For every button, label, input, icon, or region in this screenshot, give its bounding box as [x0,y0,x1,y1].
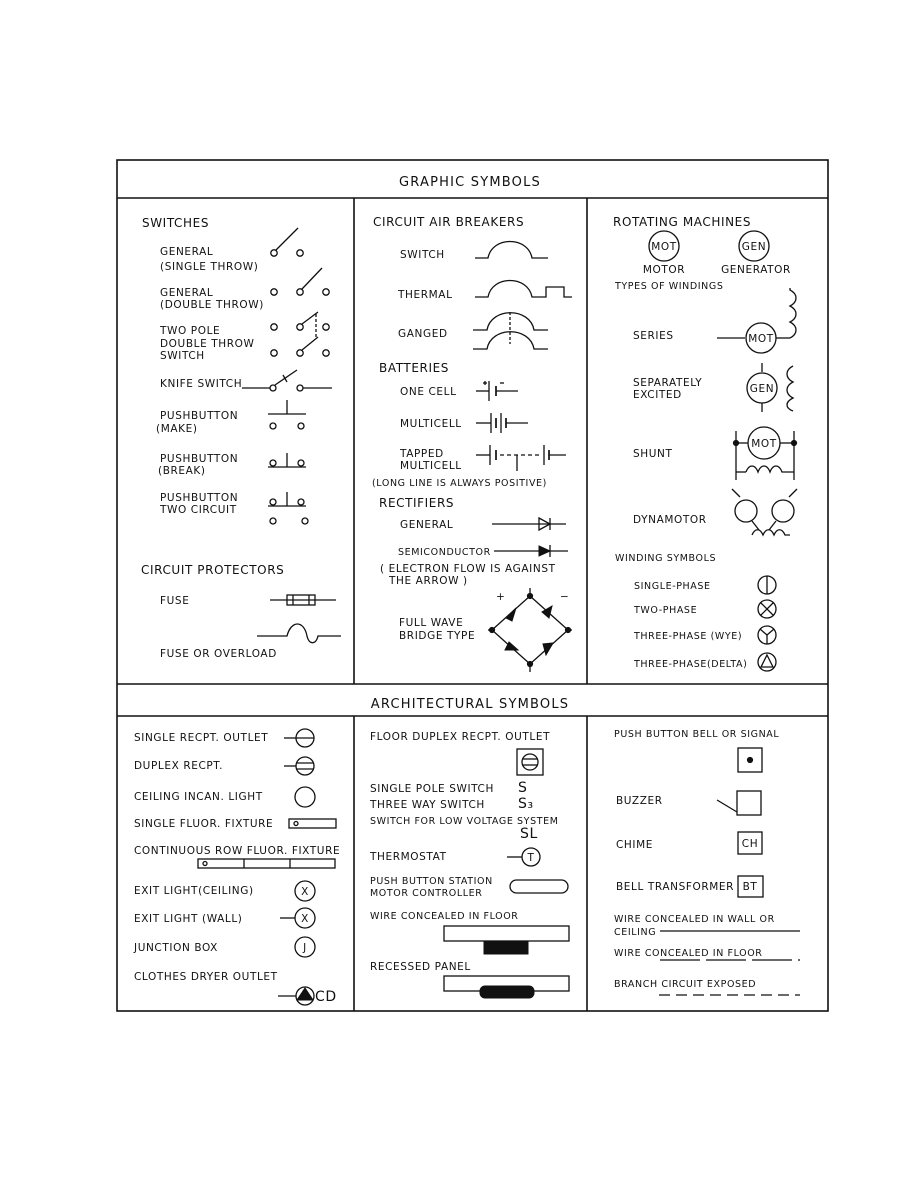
two-pole-label-3: SWITCH [160,350,205,362]
general-single-throw-label-1: GENERAL [160,246,214,258]
low-voltage-switch-label: SWITCH FOR LOW VOLTAGE SYSTEM [370,816,559,827]
ganged-breaker-symbol [473,312,548,349]
architectural-column-3 [614,729,800,995]
circuit-air-breakers-heading: CIRCUIT AIR BREAKERS [373,215,525,229]
wire-concealed-wall-label-1: WIRE CONCEALED IN WALL OR [614,914,775,925]
clothes-dryer-label: CLOTHES DRYER OUTLET [134,971,278,983]
pushbutton-break-label-2: (BREAK) [158,465,206,477]
fuse-symbol [270,595,336,605]
tapped-multicell-label-2: MULTICELL [400,460,462,472]
thermostat-symbol [507,848,540,866]
rectifiers-section [379,496,572,672]
single-recpt-outlet-label: SINGLE RECPT. OUTLET [134,732,269,744]
breaker-switch-label: SWITCH [400,249,445,261]
single-throw-switch-symbol [271,228,303,256]
one-cell-battery-symbol [476,381,518,401]
thermal-label: THERMAL [398,289,453,301]
exit-light-wall-symbol [280,908,315,928]
exit-wall-x-text: X [301,913,309,925]
wire-concealed-floor2-label: WIRE CONCEALED IN FLOOR [614,948,763,959]
multicell-label: MULTICELL [400,418,462,430]
floor-duplex-label: FLOOR DUPLEX RECPT. OUTLET [370,731,551,743]
ganged-label: GANGED [398,328,448,340]
two-pole-label-2: DOUBLE THROW [160,338,255,350]
two-phase-symbol [758,600,776,618]
switches-heading: SWITCHES [142,216,210,230]
three-way-switch-label: THREE WAY SWITCH [370,799,485,811]
single-recpt-outlet-symbol [284,729,314,747]
pushbutton-make-label-1: PUSHBUTTON [160,410,239,422]
tapped-multicell-label-1: TAPPED [400,448,444,460]
types-of-windings-label: TYPES OF WINDINGS [615,281,724,292]
three-phase-delta-label: THREE-PHASE(DELTA) [634,659,748,670]
rotating-machines-section [613,215,797,671]
architectural-symbols-title: ARCHITECTURAL SYMBOLS [370,697,570,712]
buzzer-label: BUZZER [616,795,663,807]
floor-duplex-outlet-symbol [517,749,543,775]
push-button-bell-symbol [738,748,762,772]
bridge-label-1: FULL WAVE [399,617,464,629]
architectural-column-1 [133,729,340,1005]
one-cell-label: ONE CELL [400,386,457,398]
switches-section [142,216,332,524]
three-phase-wye-symbol [758,626,776,644]
dynamotor-symbol [732,489,797,535]
pushbutton-make-symbol [268,400,306,429]
single-phase-symbol [758,576,776,594]
electron-flow-note-1: ( ELECTRON FLOW IS AGAINST [380,563,556,575]
dynamotor-label: DYNAMOTOR [633,514,707,526]
push-button-bell-label: PUSH BUTTON BELL OR SIGNAL [614,729,780,740]
rectifier-general-symbol [492,518,566,530]
wire-concealed-wall-label-2: CEILING [614,927,657,938]
single-phase-label: SINGLE-PHASE [634,581,711,592]
fuse-overload-symbol [257,624,341,643]
dryer-cd-text: CD [315,989,337,1005]
thermostat-label: THERMOSTAT [370,851,447,863]
push-station-label-2: MOTOR CONTROLLER [370,888,483,899]
rectifier-general-label: GENERAL [400,519,454,531]
ceiling-light-label: CEILING INCAN. LIGHT [134,791,263,803]
general-single-throw-label-2: (SINGLE THROW) [160,261,259,273]
pushbutton-two-circuit-label-1: PUSHBUTTON [160,492,239,504]
pushbutton-break-symbol [268,453,306,467]
generator-label: GENERATOR [721,264,791,276]
separately-excited-label-1: SEPARATELY [633,377,703,389]
architectural-column-2 [369,731,569,998]
single-fluor-label: SINGLE FLUOR. FIXTURE [134,818,274,830]
shunt-winding-symbol [733,427,796,480]
winding-symbols-heading: WINDING SYMBOLS [615,553,717,564]
bridge-plus-label: + [496,591,506,603]
bridge-minus-label: − [560,591,570,603]
motor-symbol-text: MOT [651,241,677,253]
motor-label: MOTOR [642,264,686,276]
generator-symbol-text: GEN [741,241,767,253]
fuse-overload-label: FUSE OR OVERLOAD [160,648,277,660]
general-double-throw-label-2: (DOUBLE THROW) [160,299,264,311]
series-label: SERIES [633,330,674,342]
batteries-section [372,361,566,489]
row-fluor-fixture-symbol [198,859,335,868]
shunt-mot-text: MOT [751,438,777,450]
three-phase-delta-symbol [758,653,776,671]
series-mot-text: MOT [748,333,774,345]
buzzer-symbol [717,791,761,815]
junction-j-text: J [303,942,307,954]
pushbutton-two-circuit-symbol [268,492,308,524]
row-fluor-label: CONTINUOUS ROW FLUOR. FIXTURE [134,845,341,857]
battery-polarity-note: (LONG LINE IS ALWAYS POSITIVE) [372,478,547,489]
separately-excited-label-2: EXCITED [633,389,682,401]
chime-label: CHIME [616,839,654,851]
low-voltage-sl-text: SL [520,826,538,842]
electron-flow-note-2: THE ARROW ) [389,575,468,587]
graphic-symbols-title: GRAPHIC SYMBOLS [399,175,541,190]
thermal-breaker-symbol [475,281,572,298]
pushbutton-break-label-1: PUSHBUTTON [160,453,239,465]
exit-ceiling-x-text: X [301,886,309,898]
junction-box-label: JUNCTION BOX [134,942,218,954]
branch-circuit-exposed-label: BRANCH CIRCUIT EXPOSED [614,979,757,990]
pushbutton-two-circuit-label-2: TWO CIRCUIT [160,504,237,516]
bridge-label-2: BRIDGE TYPE [399,630,476,642]
rotating-machines-heading: ROTATING MACHINES [613,215,752,229]
wire-concealed-floor-label: WIRE CONCEALED IN FLOOR [370,911,519,922]
chime-ch-text: CH [741,838,759,850]
three-way-s3-text: S₃ [518,796,534,812]
multicell-battery-symbol [476,413,528,433]
push-button-station-symbol [510,880,568,893]
semiconductor-label: SEMICONDUCTOR [398,547,491,558]
rectifiers-heading: RECTIFIERS [379,496,455,510]
clothes-dryer-outlet-symbol [278,987,314,1005]
double-throw-switch-symbol [271,268,329,295]
circuit-air-breakers-section [373,215,572,349]
circuit-protectors-section [141,563,341,660]
exit-light-wall-label: EXIT LIGHT (WALL) [134,913,243,925]
bell-transformer-bt-text: BT [742,881,758,893]
knife-switch-label: KNIFE SWITCH [160,378,243,390]
pushbutton-make-label-2: (MAKE) [156,423,198,435]
duplex-recpt-symbol [284,757,314,775]
separately-gen-text: GEN [749,383,775,395]
three-phase-wye-label: THREE-PHASE (WYE) [634,631,743,642]
circuit-protectors-heading: CIRCUIT PROTECTORS [141,563,285,577]
two-pole-switch-symbol [271,312,329,356]
recessed-panel-label: RECESSED PANEL [370,961,471,973]
tapped-multicell-battery-symbol [476,445,566,471]
breaker-switch-symbol [475,242,548,259]
single-pole-switch-label: SINGLE POLE SWITCH [370,783,494,795]
batteries-heading: BATTERIES [379,361,450,375]
wire-concealed-floor-symbol [444,926,569,954]
ceiling-light-symbol [295,787,315,807]
general-double-throw-label-1: GENERAL [160,287,214,299]
fuse-label: FUSE [160,595,190,607]
recessed-panel-symbol [444,976,569,998]
bell-transformer-label: BELL TRANSFORMER [616,881,735,893]
single-pole-s-text: S [518,780,528,796]
semiconductor-rectifier-symbol [494,545,568,557]
shunt-label: SHUNT [633,448,673,460]
push-station-label-1: PUSH BUTTON STATION [370,876,493,887]
thermostat-t-text: T [527,852,535,864]
knife-switch-symbol [242,370,332,391]
single-fluor-fixture-symbol [289,819,336,828]
exit-light-ceiling-label: EXIT LIGHT(CEILING) [134,885,254,897]
two-pole-label-1: TWO POLE [160,325,221,337]
duplex-recpt-label: DUPLEX RECPT. [134,760,224,772]
two-phase-label: TWO-PHASE [634,605,698,616]
